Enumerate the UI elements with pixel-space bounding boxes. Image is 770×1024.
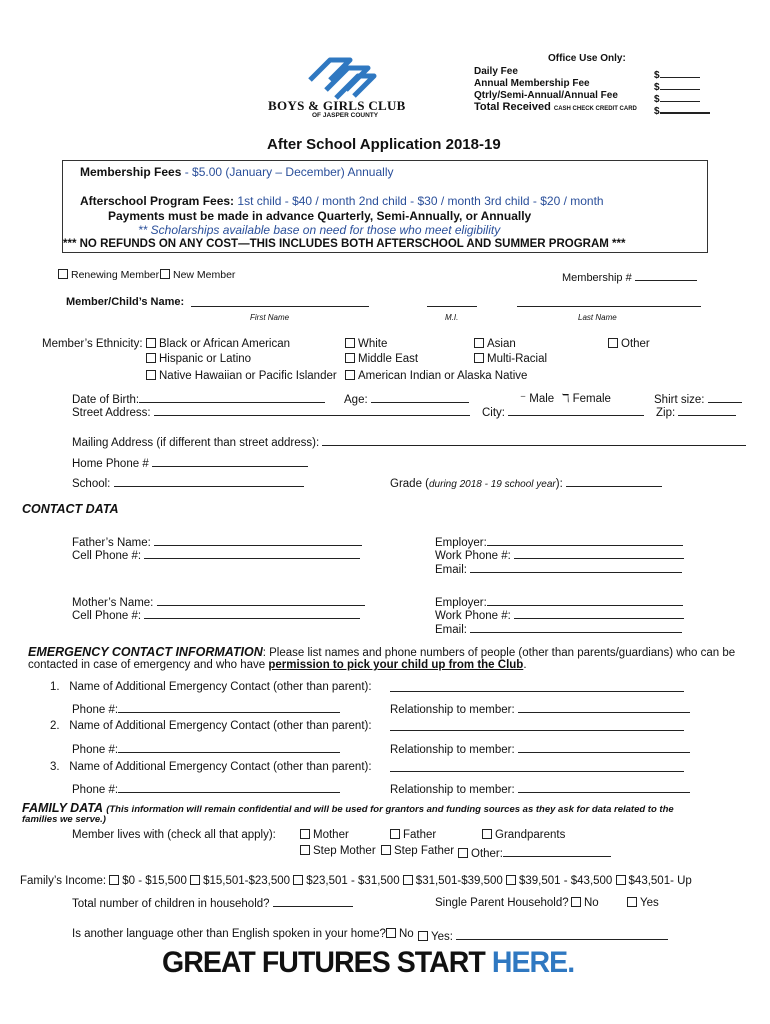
shirt-size-field[interactable]: Shirt size: xyxy=(654,391,742,406)
emergency-3-phone[interactable]: Phone #: xyxy=(72,781,340,796)
emergency-2-name[interactable]: 2. Name of Additional Emergency Contact (other than parent): xyxy=(50,720,372,732)
language-yes[interactable]: Yes: xyxy=(418,928,668,943)
lives-step-father[interactable]: Step Father xyxy=(381,845,454,857)
income-0[interactable]: $0 - $15,500 xyxy=(109,875,187,887)
logo-name: BOYS & GIRLS CLUB xyxy=(268,98,406,113)
lives-grandparents[interactable]: Grandparents xyxy=(482,829,565,841)
checkbox-icon[interactable] xyxy=(506,875,516,885)
checkbox-icon[interactable] xyxy=(608,338,618,348)
renewing-checkbox-icon[interactable] xyxy=(58,269,68,279)
renewing-member-option[interactable]: Renewing Member xyxy=(58,269,159,281)
checkbox-icon[interactable] xyxy=(571,897,581,907)
checkbox-icon[interactable] xyxy=(381,845,391,855)
language-question: Is another language other than English spoken in your home? xyxy=(72,928,386,940)
emergency-1-phone[interactable]: Phone #: xyxy=(72,701,340,716)
emergency-1-relationship[interactable]: Relationship to member: xyxy=(390,701,690,716)
mailing-address-field[interactable]: Mailing Address (if different than street address): xyxy=(72,434,746,449)
income-1[interactable]: $15,501-$23,500 xyxy=(190,875,290,887)
emergency-intro: EMERGENCY CONTACT INFORMATION: Please list names and phone numbers of people (other than parents/guardians) who can be xyxy=(28,645,736,659)
eth-white[interactable]: White xyxy=(345,338,387,350)
female-option[interactable]: ℸ Female xyxy=(562,393,611,405)
age-field[interactable]: Age: xyxy=(344,391,469,406)
dob-field[interactable]: Date of Birth: xyxy=(72,391,325,406)
eth-other[interactable]: Other xyxy=(608,338,650,350)
last-name-field[interactable] xyxy=(517,295,701,307)
membership-number[interactable]: Membership # xyxy=(562,269,697,284)
child-name-label: Member/Child’s Name: xyxy=(66,296,185,308)
membership-fees: Membership Fees - $5.00 (January – December) Annually xyxy=(80,165,394,179)
father-employer-field[interactable]: Employer: xyxy=(435,534,683,549)
emergency-intro-2: contacted in case of emergency and who have permission to pick your child up from the Club. xyxy=(28,659,527,671)
eth-multiracial[interactable]: Multi-Racial xyxy=(474,353,547,365)
office-qtrly-fee: Qtrly/Semi-Annual/Annual Fee xyxy=(474,90,618,101)
children-count-field[interactable]: Total number of children in household? xyxy=(72,895,353,910)
checkbox-icon[interactable] xyxy=(146,353,156,363)
new-member-checkbox-icon[interactable] xyxy=(160,269,170,279)
checkbox-icon[interactable] xyxy=(109,875,119,885)
checkbox-icon[interactable] xyxy=(386,928,396,938)
checkbox-icon[interactable] xyxy=(474,353,484,363)
mother-employer-field[interactable]: Employer: xyxy=(435,594,683,609)
emergency-2-relationship[interactable]: Relationship to member: xyxy=(390,741,690,756)
zip-field[interactable]: Zip: xyxy=(656,404,736,419)
page-title: After School Application 2018-19 xyxy=(267,136,501,153)
refunds-note: *** NO REFUNDS ON ANY COST—THIS INCLUDES BOTH AFTERSCHOOL AND SUMMER PROGRAM *** xyxy=(63,238,626,250)
mother-email-field[interactable]: Email: xyxy=(435,621,682,636)
checkbox-icon[interactable] xyxy=(293,875,303,885)
ethnicity-label: Member’s Ethnicity: xyxy=(42,338,143,350)
checkbox-icon[interactable] xyxy=(627,897,637,907)
eth-asian[interactable]: Asian xyxy=(474,338,516,350)
program-fees: Afterschool Program Fees: 1st child - $40 / month 2nd child - $30 / month 3rd child - $20 / month xyxy=(80,194,604,208)
office-total: Total Received CASH CHECK CREDIT CARD xyxy=(474,101,637,113)
lives-step-mother[interactable]: Step Mother xyxy=(300,845,376,857)
payment-types: CASH CHECK CREDIT CARD xyxy=(553,106,637,112)
father-name-field[interactable]: Father’s Name: xyxy=(72,534,362,549)
school-field[interactable]: School: xyxy=(72,475,304,490)
office-daily-fee: Daily Fee xyxy=(474,66,518,77)
checkbox-icon[interactable] xyxy=(390,829,400,839)
checkbox-icon[interactable] xyxy=(458,848,468,858)
checkbox-icon[interactable] xyxy=(146,370,156,380)
checkbox-icon[interactable] xyxy=(345,370,355,380)
emergency-1-name-line[interactable] xyxy=(390,680,684,692)
first-name-caption: First Name xyxy=(250,313,290,322)
eth-hawaiian[interactable]: Native Hawaiian or Pacific Islander xyxy=(146,370,337,382)
checkbox-icon[interactable] xyxy=(146,338,156,348)
hands-logo-icon xyxy=(268,50,418,105)
checkbox-icon[interactable] xyxy=(345,353,355,363)
city-field[interactable]: City: xyxy=(482,404,644,419)
eth-hispanic[interactable]: Hispanic or Latino xyxy=(146,353,251,365)
office-annual-fee: Annual Membership Fee xyxy=(474,78,590,89)
contact-data-heading: CONTACT DATA xyxy=(22,502,119,516)
last-name-caption: Last Name xyxy=(578,313,617,322)
eth-black[interactable]: Black or African American xyxy=(146,338,290,350)
emergency-2-name-line[interactable] xyxy=(390,719,684,731)
mother-name-field[interactable]: Mother’s Name: xyxy=(72,594,365,609)
checkbox-icon[interactable] xyxy=(345,338,355,348)
father-work-phone-field[interactable]: Work Phone #: xyxy=(435,547,684,562)
checkbox-icon[interactable] xyxy=(300,845,310,855)
mother-work-phone-field[interactable]: Work Phone #: xyxy=(435,607,684,622)
checkbox-icon[interactable] xyxy=(418,931,428,941)
mother-cell-field[interactable]: Cell Phone #: xyxy=(72,607,360,622)
single-parent-no[interactable]: No xyxy=(571,897,599,909)
street-address-field[interactable]: Street Address: xyxy=(72,404,470,419)
language-no[interactable]: No xyxy=(386,928,414,940)
lives-other[interactable]: Other: xyxy=(458,845,611,860)
income-3[interactable]: $31,501-$39,500 xyxy=(403,875,503,887)
office-dollar-4: $ xyxy=(654,101,710,117)
checkbox-icon[interactable] xyxy=(474,338,484,348)
father-cell-field[interactable]: Cell Phone #: xyxy=(72,547,360,562)
income-5[interactable]: $43,501- Up xyxy=(616,875,692,887)
mi-field[interactable] xyxy=(427,295,477,307)
lives-mother[interactable]: Mother xyxy=(300,829,349,841)
office-dollar-2: $ xyxy=(654,78,700,93)
checkbox-icon[interactable] xyxy=(190,875,200,885)
scholarship-note: ** Scholarships available base on need for those who meet eligibility xyxy=(138,223,501,237)
logo-subname: OF JASPER COUNTY xyxy=(312,112,379,119)
emergency-3-relationship[interactable]: Relationship to member: xyxy=(390,781,690,796)
lives-with-label: Member lives with (check all that apply): xyxy=(72,829,276,841)
male-option[interactable]: ⁻ Male xyxy=(520,393,555,405)
payments-note: Payments must be made in advance Quarterly, Semi-Annually, or Annually xyxy=(108,209,532,223)
checkbox-icon[interactable] xyxy=(482,829,492,839)
footer-tagline: GREAT FUTURES START HERE. xyxy=(162,946,575,979)
income-4[interactable]: $39,501 - $43,500 xyxy=(506,875,612,887)
single-parent-yes[interactable]: Yes xyxy=(627,897,659,909)
home-phone-field[interactable]: Home Phone # xyxy=(72,455,308,470)
emergency-3-name[interactable]: 3. Name of Additional Emergency Contact (other than parent): xyxy=(50,761,372,773)
checkbox-icon[interactable] xyxy=(300,829,310,839)
office-dollar-1: $ xyxy=(654,66,700,81)
income-row: Family’s Income: $0 - $15,500 $15,501-$23,500 $23,501 - $31,500 $31,501-$39,500 $39,501 - $43,500 $43,501- Up xyxy=(20,875,692,887)
new-member-option[interactable]: New Member xyxy=(160,269,235,281)
emergency-2-phone[interactable]: Phone #: xyxy=(72,741,340,756)
mi-caption: M.I. xyxy=(445,313,459,322)
eth-middle-east[interactable]: Middle East xyxy=(345,353,418,365)
first-name-field[interactable] xyxy=(191,295,369,307)
family-data-intro-2: families we serve.) xyxy=(22,814,106,825)
emergency-3-name-line[interactable] xyxy=(390,760,684,772)
family-data-intro: FAMILY DATA (This information will remain confidential and will be used for grantors and funding sources as they ask for data related to the xyxy=(22,801,674,815)
grade-field[interactable]: Grade (during 2018 - 19 school year): xyxy=(390,475,662,490)
income-2[interactable]: $23,501 - $31,500 xyxy=(293,875,399,887)
eth-american-indian[interactable]: American Indian or Alaska Native xyxy=(345,370,527,382)
single-parent-question: Single Parent Household? xyxy=(435,897,569,909)
checkbox-icon[interactable] xyxy=(616,875,626,885)
checkbox-icon[interactable] xyxy=(403,875,413,885)
father-email-field[interactable]: Email: xyxy=(435,561,682,576)
lives-father[interactable]: Father xyxy=(390,829,436,841)
office-use-title: Office Use Only: xyxy=(548,53,626,64)
office-dollar-3: $ xyxy=(654,90,700,105)
emergency-1-name[interactable]: 1. Name of Additional Emergency Contact (other than parent): xyxy=(50,681,372,693)
club-logo xyxy=(268,50,418,122)
